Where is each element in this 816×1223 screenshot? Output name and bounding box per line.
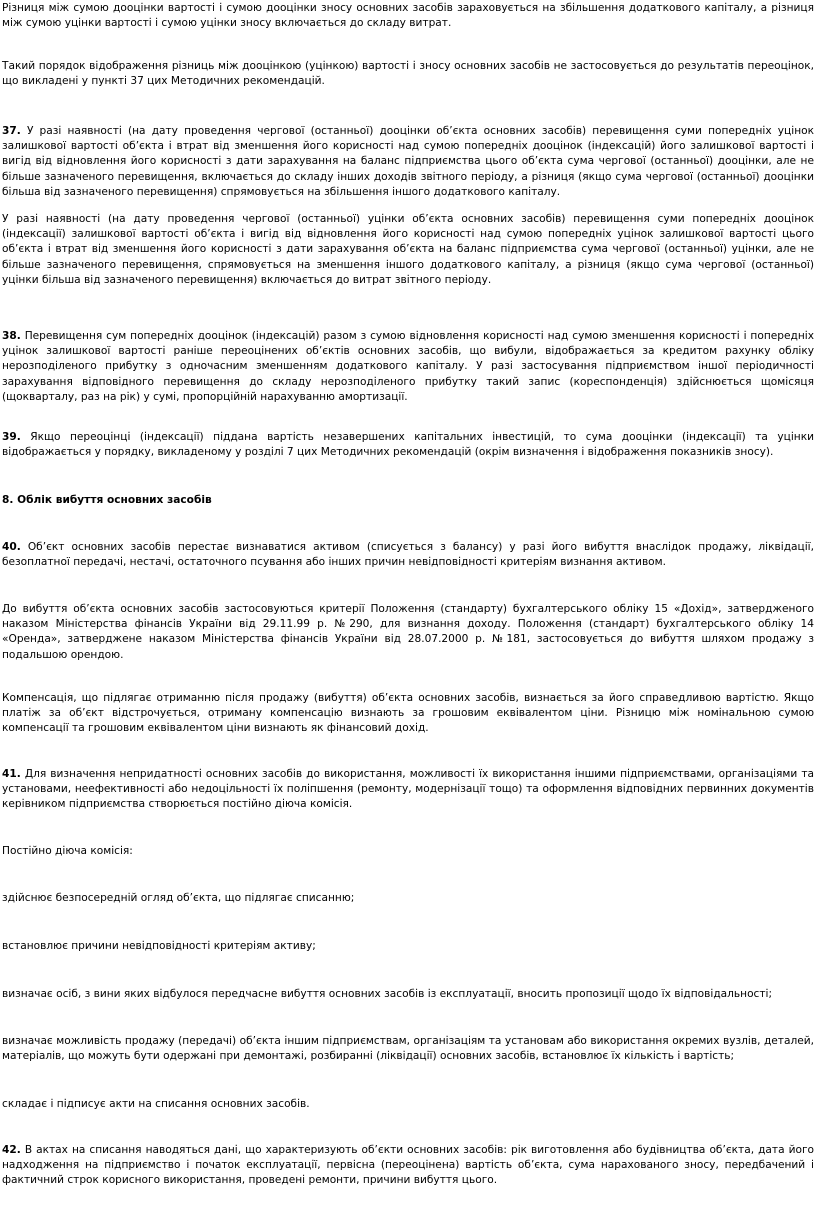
paragraph-text: Перевищення сум попередніх дооцінок (індексацій) разом з сумою відновлення корисності над сумою зменшення корисності і попередніх уцінок залишкової вартості раніше переоцінених об’єктів основних засобів, що вибули, відображається за кредитом рахунку обліку нерозподіленого прибутку з одночасним зменшенням додаткового капіталу. У разі застосування підприємством іншої періодичності зарахування відповідного перевищення до складу нерозподіленого прибутку такий запис (кореспонденція) здійснюється щомісяця (щокварталу, раз на рік) у сумі, пропорційній нарахуванню амортизації. [2,330,814,403]
list-item [2,987,814,1002]
paragraph-number: 37. [2,125,21,137]
paragraph-text: Різниця між сумою дооцінки вартості і сумою дооцінки зносу основних засобів зараховується на збільшення додаткового капіталу, а різниця між сумою уцінки вартості і сумою уцінки зносу включається до складу витрат. [2,2,814,30]
list-item [2,1097,814,1112]
paragraph-number: 39. [2,431,21,443]
paragraph-text: Постійно діюча комісія: [2,845,133,857]
paragraph-difference-revaluation [2,1,814,31]
paragraph-number: 42. [2,1144,21,1156]
paragraph-order-not-applied [2,59,814,89]
paragraph-number: 38. [2,330,21,342]
paragraph-text: До вибуття об’єкта основних засобів застосовуються критерії Положення (стандарту) бухгалтерського обліку 15 «Дохід», затвердженого наказом Міністерства фінансів України від 29.11.99 р. №290, для визнання доходу. Положення (стандарт) бухгалтерського обліку 14 «Оренда», затверджене наказом Міністерства фінансів України від 28.07.2000 р. №181, застосовується до вибуття шляхом продажу з подальшою орендою. [2,603,814,661]
list-item-text: складає і підписує акти на списання основних засобів. [2,1098,310,1110]
paragraph-40 [2,540,814,570]
list-item-text: визначає осіб, з вини яких відбулося передчасне вибуття основних засобів із експлуатації, вносить пропозиції щодо їх відповідальності; [2,988,773,1000]
paragraph-41 [2,767,814,813]
paragraph-text: Для визначення непридатності основних засобів до використання, можливості їх використання іншими підприємствами, організаціями та установами, неефективності або недоцільності їх поліпшення (ремонту, модернізації тощо) та оформлення відповідних первинних документів керівником підприємства створюється постійно діюча комісія. [2,768,814,811]
paragraph-text: У разі наявності (на дату проведення чергової (останньої) дооцінки об’єкта основних засобів) перевищення суми попередніх уцінок залишкової вартості об’єкта і втрат від зменшення його корисності над сумою попередніх дооцінок (індексацій) його залишкової вартості і вигід від відновлення його корисності з дати зарахування на баланс підприємства цього об’єкта сума чергової (останньої) дооцінки, але не більше зазначеного перевищення, включається до складу інших доходів звітного періоду, а різниця (якщо сума чергової (останньої) дооцінки більша від зазначеного перевищення) спрямовується на збільшення іншого додаткового капіталу. [2,125,815,198]
list-item [2,939,814,954]
paragraph-37-markdown [2,212,814,288]
paragraph-compensation [2,691,814,737]
paragraph-39 [2,430,814,460]
paragraph-number: 40. [2,541,21,553]
list-item [2,891,814,906]
paragraph-38 [2,329,814,405]
paragraph-text: Якщо переоцінці (індексації) піддана вартість незавершених капітальних інвестицій, то сума дооцінки (індексації) та уцінки відображається у порядку, викладеному у розділі 7 цих Методичних рекомендацій (окрім визначення і відображення показників зносу). [2,431,814,459]
paragraph-text: Об’єкт основних засобів перестає визнаватися активом (списується з балансу) у разі його вибуття внаслідок продажу, ліквідації, безоплатної передачі, нестачі, остаточного псування або інших причин невідповідності критеріям визнання активом. [2,541,814,569]
list-item-text: встановлює причини невідповідності критеріям активу; [2,940,316,952]
section-heading [2,493,814,508]
paragraph-disposal-criteria [2,602,814,663]
paragraph-commission-intro [2,844,814,859]
list-item-text: здійснює безпосередній огляд об’єкта, що підлягає списанню; [2,892,355,904]
section-heading-text: 8. Облік вибуття основних засобів [2,494,212,506]
paragraph-text: Компенсація, що підлягає отриманню після продажу (вибуття) об’єкта основних засобів, визнається за його справедливою вартістю. Якщо платіж за об’єкт відстрочується, отриману компенсацію визнають за грошовим еквівалентом ціни. Різницю між номінальною сумою компенсації та грошовим еквівалентом ціни визнають як фінансовий дохід. [2,692,814,735]
paragraph-text: В актах на списання наводяться дані, що характеризують об’єкти основних засобів: рік виготовлення або будівництва об’єкта, дата його надходження на підприємство і початок експлуатації, первісна (переоцінена) вартість об’єкта, сума нарахованого зносу, передбачений і фактичний строк корисного використання, проведені ремонти, причини вибуття цього. [2,1144,814,1187]
paragraph-text: Такий порядок відображення різниць між дооцінкою (уцінкою) вартості і зносу основних засобів не застосовується до результатів переоцінок, що викладені у пункті 37 цих Методичних рекомендацій. [2,60,814,88]
paragraph-number: 41. [2,768,21,780]
list-item [2,1034,814,1064]
paragraph-37 [2,124,814,200]
paragraph-text: У разі наявності (на дату проведення чергової (останньої) уцінки об’єкта основних засобів) перевищення суми попередніх дооцінок (індексації) залишкової вартості об’єкта і вигід від відновлення його корисності над сумою попередніх уцінок залишкової вартості цього об’єкта і втрат від зменшення його корисності з дати зарахування об’єкта на баланс підприємства сума чергової (останньої) уцінки, але не більше зазначеного перевищення, спрямовується на зменшення іншого додаткового капіталу, а різниця (якщо сума чергової (останньої) уцінки більша від зазначеного перевищення) включається до витрат звітного періоду. [2,213,814,286]
paragraph-42 [2,1143,814,1189]
list-item-text: визначає можливість продажу (передачі) об’єкта іншим підприємствам, організаціям та установам або використання окремих вузлів, деталей, матеріалів, що можуть бути одержані при демонтажі, розбиранні (ліквідації) основних засобів, встановлює їх кількість і вартість; [2,1035,814,1063]
